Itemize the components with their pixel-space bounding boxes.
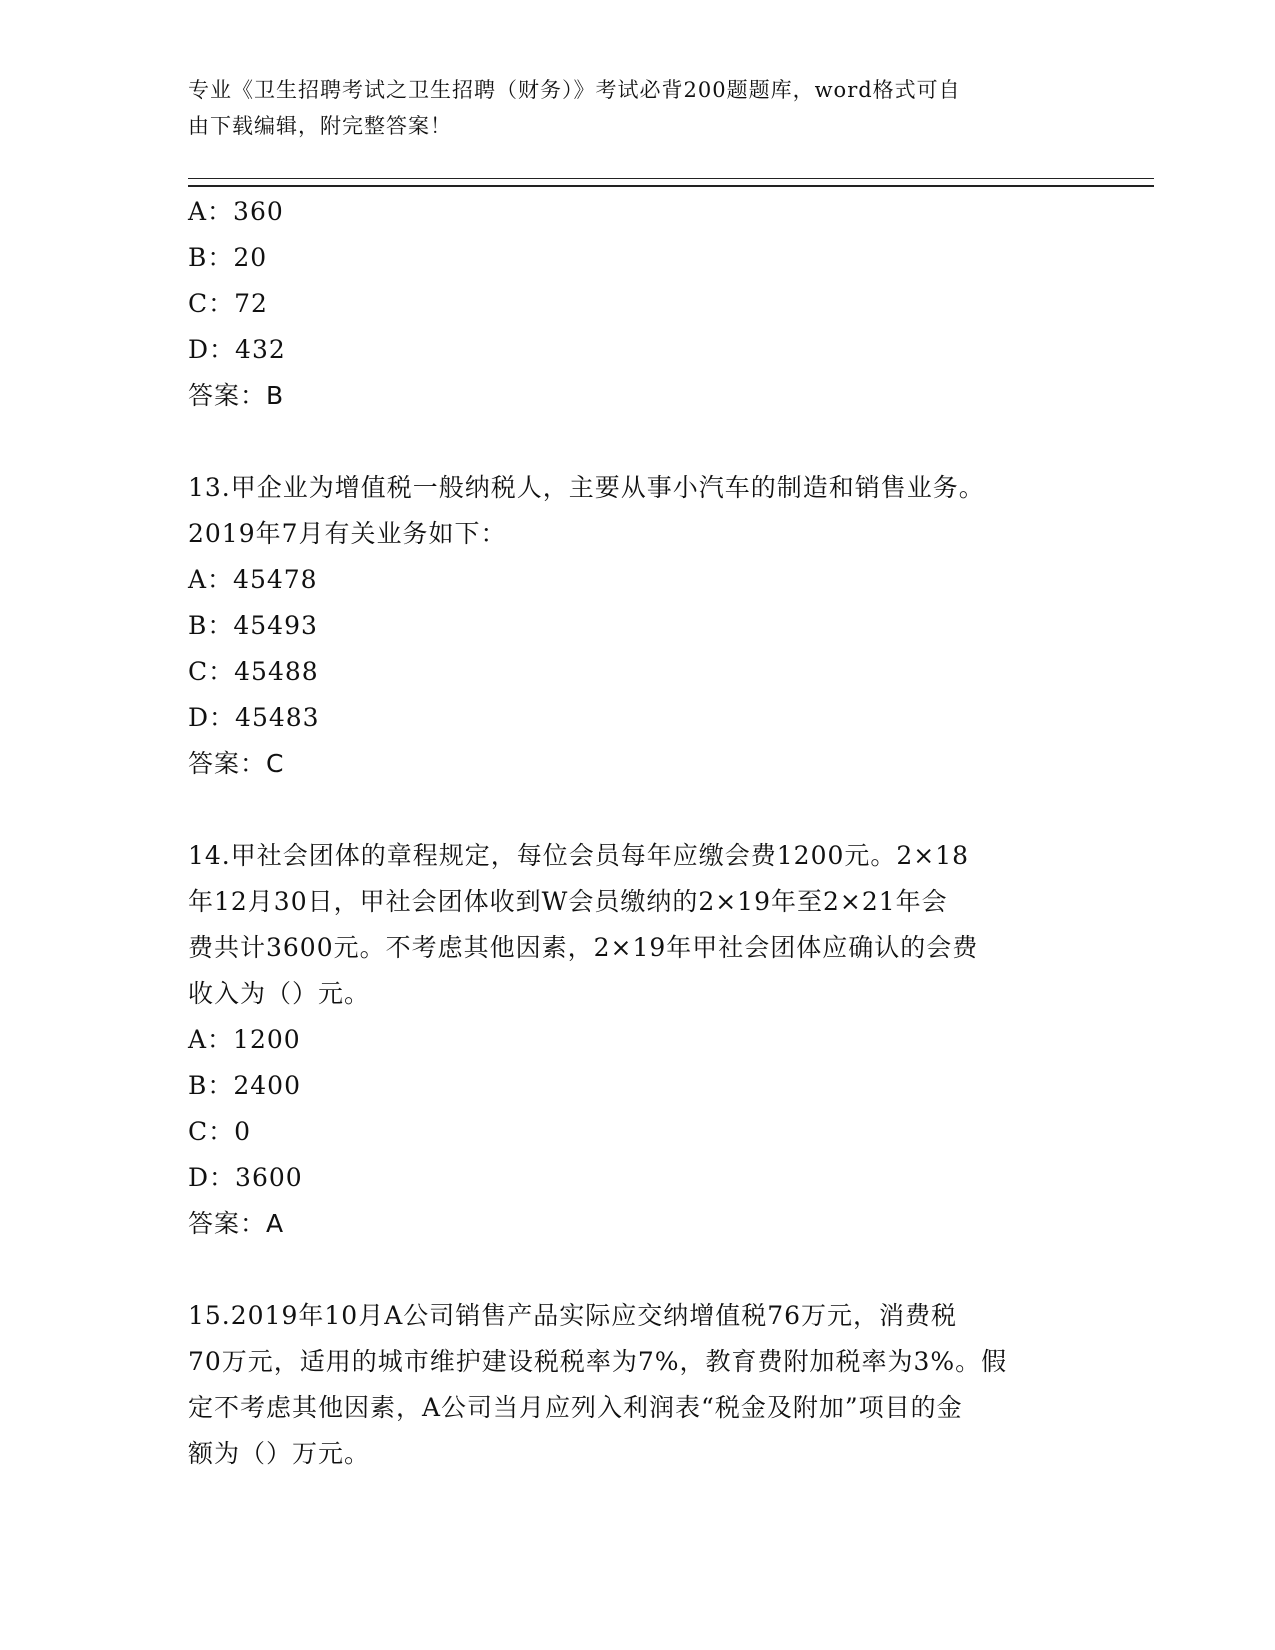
answer-line: 答案：C — [188, 749, 285, 778]
question-text-line: 年12月30日，甲社会团体收到W会员缴纳的2×19年至2×21年会 — [188, 887, 948, 916]
question-text-line: 14.甲社会团体的章程规定，每位会员每年应缴会费1200元。2×18 — [188, 841, 970, 870]
option-b: B：45493 — [188, 611, 318, 640]
option-d: D：3600 — [188, 1163, 303, 1192]
option-b: B：2400 — [188, 1071, 301, 1100]
header-line-2: 由下载编辑，附完整答案！ — [188, 114, 452, 138]
question-text-line: 费共计3600元。不考虑其他因素，2×19年甲社会团体应确认的会费 — [188, 933, 979, 962]
question-text-line: 2019年7月有关业务如下： — [188, 519, 507, 548]
answer-line: 答案：A — [188, 1209, 285, 1238]
header-line-1: 专业《卫生招聘考试之卫生招聘（财务）》考试必背200题题库，word格式可自 — [188, 78, 961, 102]
option-d: D：432 — [188, 335, 286, 364]
document-header — [188, 72, 1088, 144]
question-text-line: 定不考虑其他因素，A公司当月应列入利润表“税金及附加”项目的金 — [188, 1393, 963, 1422]
option-a: A：360 — [188, 197, 284, 226]
question-text-line: 收入为（）元。 — [188, 979, 371, 1008]
question-text-line: 13.甲企业为增值税一般纳税人，主要从事小汽车的制造和销售业务。 — [188, 473, 985, 502]
option-c: C：0 — [188, 1117, 252, 1146]
question-13 — [188, 465, 1148, 787]
question-12 — [188, 189, 1148, 419]
question-14 — [188, 833, 1148, 1247]
option-b: B：20 — [188, 243, 268, 272]
question-text-line: 70万元，适用的城市维护建设税税率为7%，教育费附加税率为3%。假 — [188, 1347, 1008, 1376]
header-divider — [188, 178, 1154, 187]
option-c: C：45488 — [188, 657, 319, 686]
option-c: C：72 — [188, 289, 268, 318]
question-text-line: 15.2019年10月A公司销售产品实际应交纳增值税76万元，消费税 — [188, 1301, 958, 1330]
option-a: A：45478 — [188, 565, 318, 594]
question-15 — [188, 1293, 1148, 1477]
option-a: A：1200 — [188, 1025, 301, 1054]
option-d: D：45483 — [188, 703, 320, 732]
answer-line: 答案：B — [188, 381, 285, 410]
question-text-line: 额为（）万元。 — [188, 1439, 371, 1468]
question-list — [188, 189, 1148, 1477]
